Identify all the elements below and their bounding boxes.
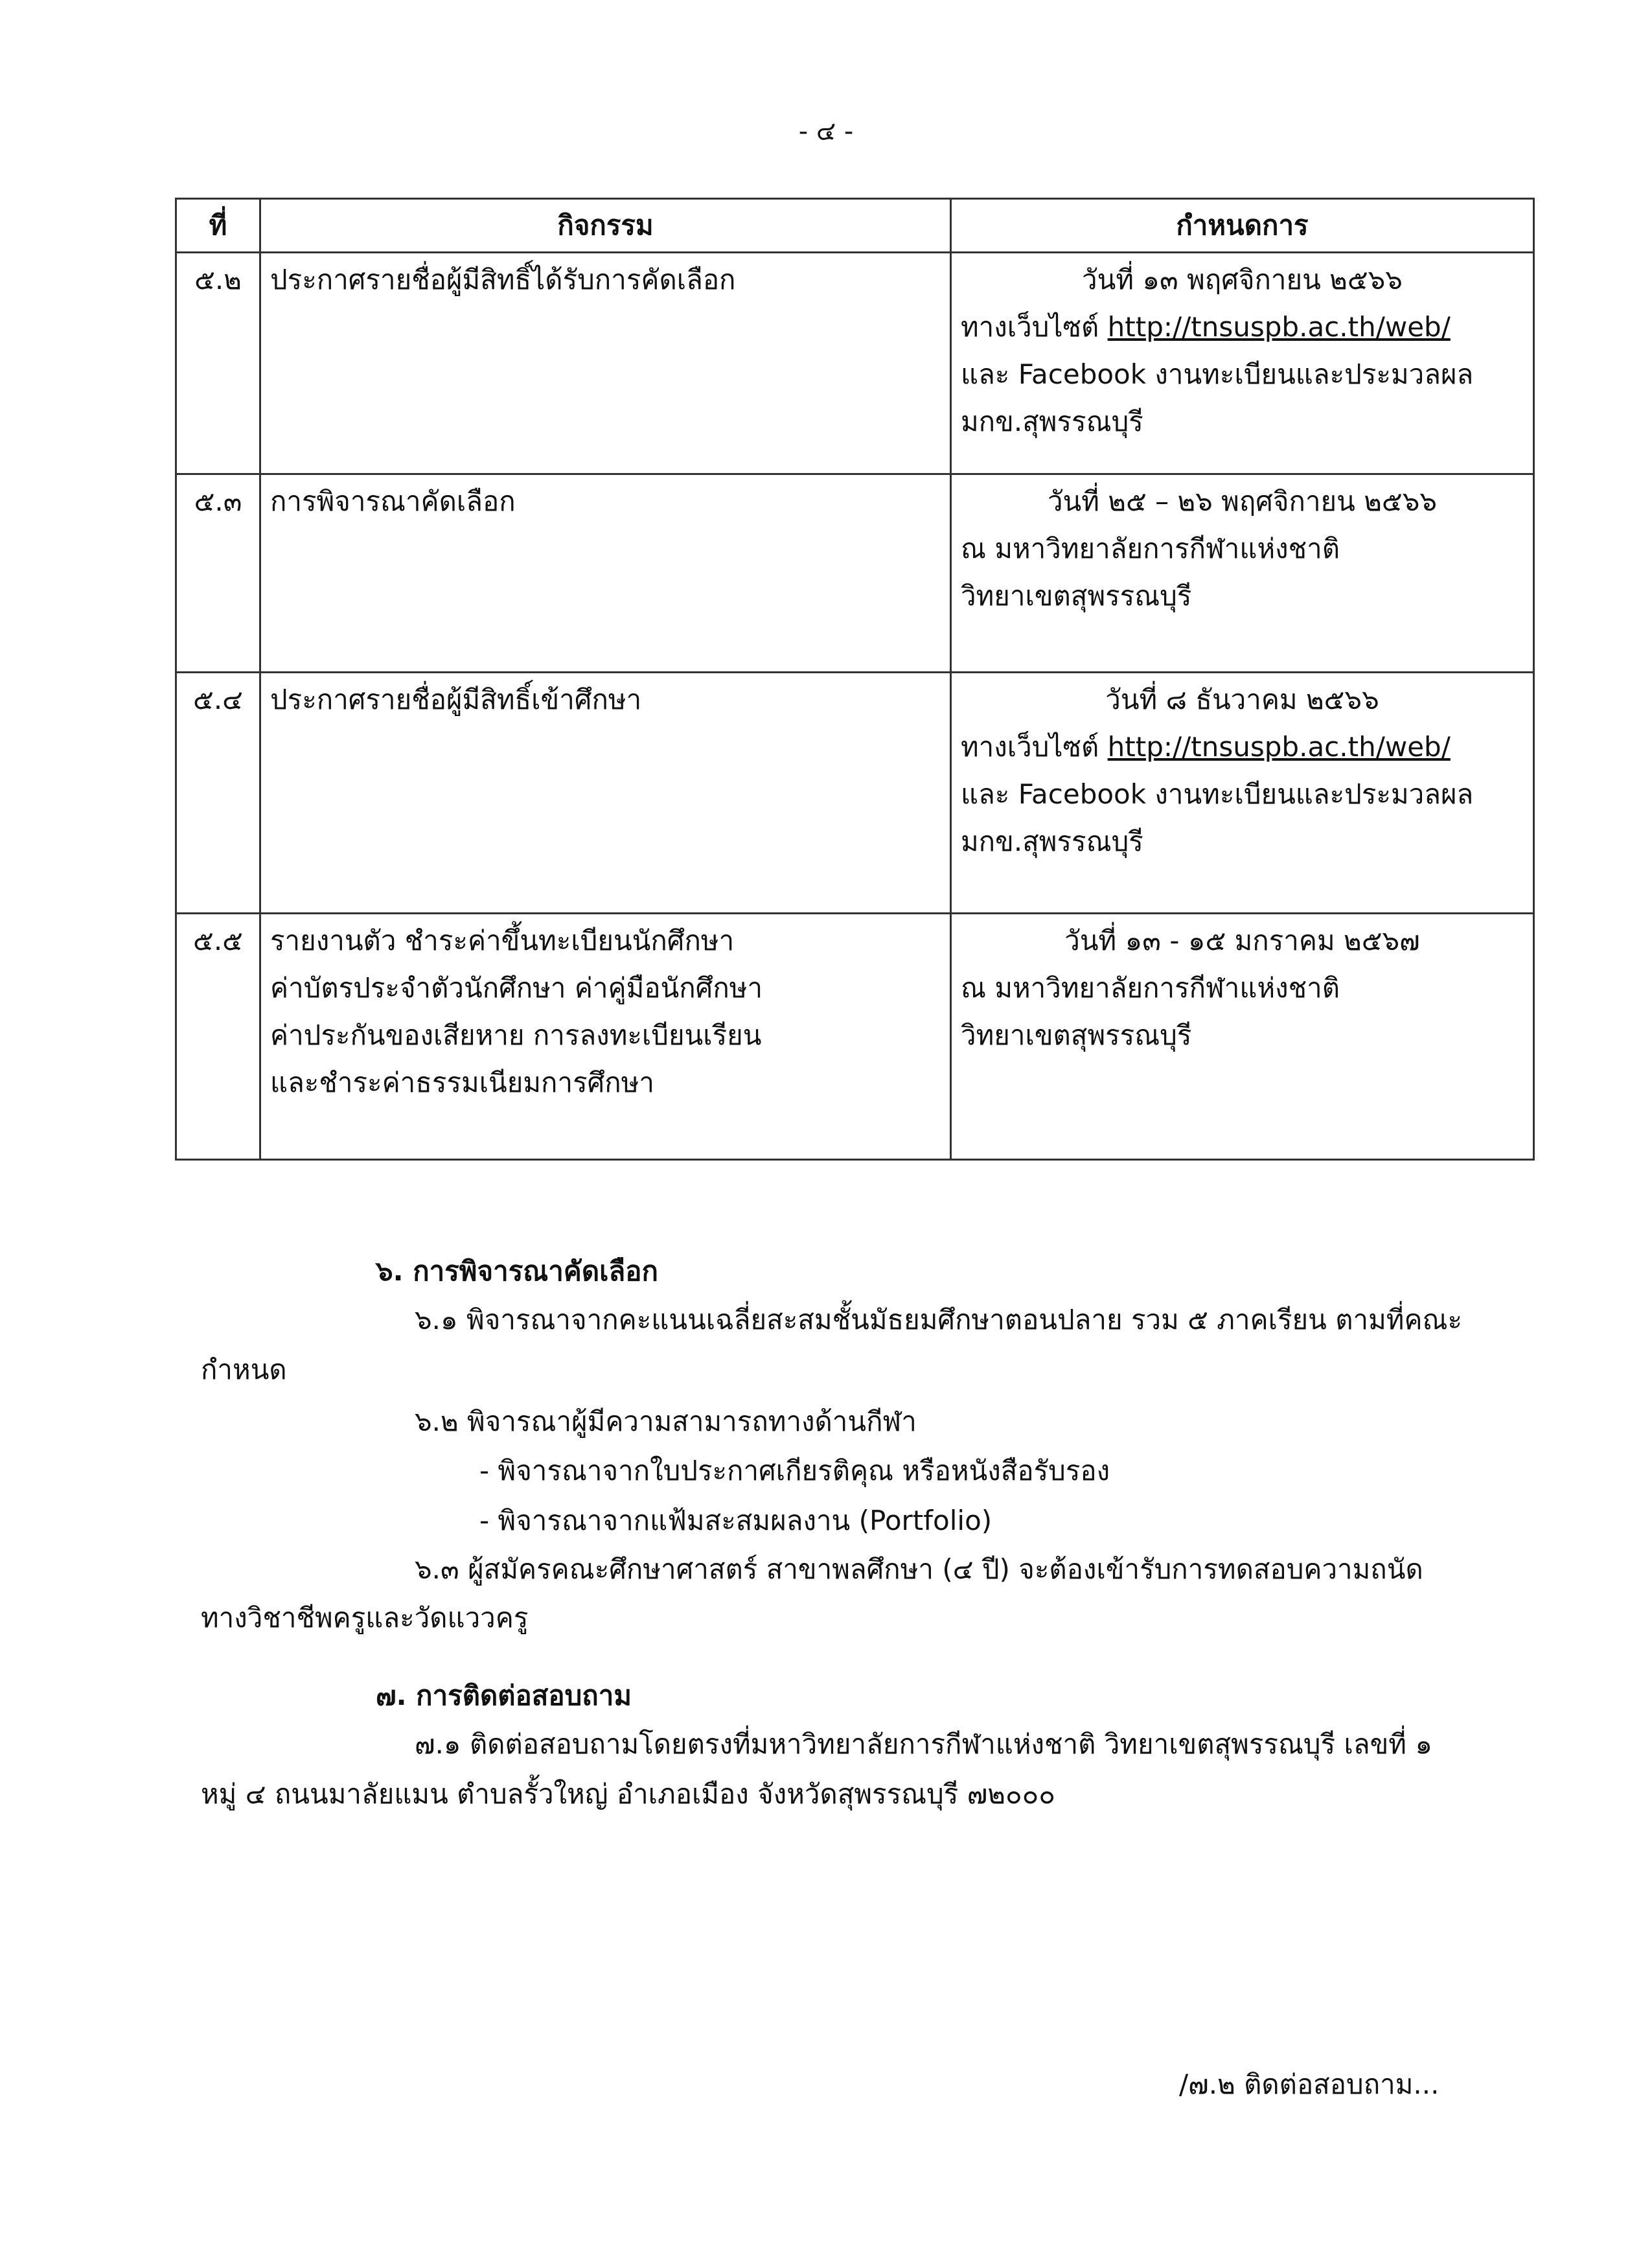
section6-heading: ๖. การพิจารณาคัดเลือก [376,1255,658,1287]
row-activity [260,914,951,1160]
table-row [176,253,1534,474]
section6-item2-sub2: - พิจารณาจากแฟ้มสะสมผลงาน (Portfolio) [479,1505,992,1536]
row-number: ๕.๔ [176,673,260,914]
row-number: ๕.๕ [176,914,260,1160]
section6-item2-sub1: - พิจารณาจากใบประกาศเกียรติคุณ หรือหนังสือรับรอง [479,1455,1110,1486]
row-schedule [951,673,1534,914]
table-row [176,914,1534,1160]
schedule-line [961,723,1524,770]
row-number: ๕.๒ [176,253,260,474]
schedule-line: มกข.สุพรรณบุรี [961,406,1143,437]
activity-line: รายงานตัว ชำระค่าขึ้นทะเบียนนักศึกษา [270,925,735,956]
activity-line: และชำระค่าธรรมเนียมการศึกษา [270,1067,654,1098]
schedule-table [175,198,1535,1161]
header-no: ที่ [176,199,260,253]
section6-item3-line2: ทางวิชาชีพครูและวัดแววครู [201,1602,529,1634]
schedule-date: วันที่ ๘ ธันวาคม ๒๕๖๖ [1105,684,1379,715]
activity-line: ประกาศรายชื่อผู้มีสิทธิ์เข้าศึกษา [270,684,642,715]
section6-item1-line2: กำหนด [201,1354,287,1385]
schedule-line: ณ มหาวิทยาลัยการกีฬาแห่งชาติ [961,972,1340,1004]
section6-item2: ๖.๒ พิจารณาผู้มีความสามารถทางด้านกีฬา [415,1405,917,1437]
section7-heading: ๗. การติดต่อสอบถาม [376,1680,632,1711]
row-activity [260,253,951,474]
table-row [176,673,1534,914]
page-number: - ๔ - [798,117,854,146]
row-schedule [951,914,1534,1160]
header-schedule: กำหนดการ [951,199,1534,253]
activity-line: ประกาศรายชื่อผู้มีสิทธิ์ได้รับการคัดเลือก [270,264,736,295]
table-row [176,474,1534,673]
schedule-line [961,303,1524,351]
activity-line: ค่าบัตรประจำตัวนักศึกษา ค่าคู่มือนักศึกษา [270,972,763,1004]
schedule-line: และ Facebook งานทะเบียนและประมวลผล [961,778,1474,810]
activity-line: การพิจารณาคัดเลือก [270,485,516,517]
footer-continuation: /๗.๒ ติดต่อสอบถาม... [1179,2068,1440,2100]
schedule-date: วันที่ ๑๓ - ๑๕ มกราคม ๒๕๖๗ [1064,925,1420,956]
header-activity: กิจกรรม [260,199,951,253]
row-schedule [951,474,1534,673]
row-activity [260,673,951,914]
schedule-line: มกข.สุพรรณบุรี [961,826,1143,857]
section7-item1-line1: ๗.๑ ติดต่อสอบถามโดยตรงที่มหาวิทยาลัยการกีฬาแห่งชาติ วิทยาเขตสุพรรณบุรี เลขที่ ๑ [415,1728,1433,1760]
row-number: ๕.๓ [176,474,260,673]
row-activity [260,474,951,673]
section6-item3-line1: ๖.๓ ผู้สมัครคณะศึกษาศาสตร์ สาขาพลศึกษา (๔ ปี) จะต้องเข้ารับการทดสอบความถนัด [415,1553,1423,1585]
section6-item1-line1: ๖.๑ พิจารณาจากคะแนนเฉลี่ยสะสมชั้นมัธยมศึกษาตอนปลาย รวม ๕ ภาคเรียน ตามที่คณะ [415,1304,1463,1335]
website-link[interactable]: http://tnsuspb.ac.th/web/ [1107,731,1451,763]
table-header-row [176,199,1534,253]
section7-item1-line2: หมู่ ๔ ถนนมาลัยแมน ตำบลรั้วใหญ่ อำเภอเมือง จังหวัดสุพรรณบุรี ๗๒๐๐๐ [201,1778,1055,1810]
schedule-date: วันที่ ๒๕ – ๒๖ พฤศจิกายน ๒๕๖๖ [1047,485,1438,517]
website-link[interactable]: http://tnsuspb.ac.th/web/ [1107,311,1451,343]
schedule-line: วิทยาเขตสุพรรณบุรี [961,1019,1192,1051]
schedule-line: ณ มหาวิทยาลัยการกีฬาแห่งชาติ [961,533,1340,564]
activity-line: ค่าประกันของเสียหาย การลงทะเบียนเรียน [270,1019,762,1051]
row-schedule [951,253,1534,474]
schedule-date: วันที่ ๑๓ พฤศจิกายน ๒๕๖๖ [1082,264,1403,295]
schedule-line-prefix: ทางเว็บไซต์ [961,731,1108,763]
schedule-line: วิทยาเขตสุพรรณบุรี [961,580,1192,612]
schedule-line-prefix: ทางเว็บไซต์ [961,311,1108,343]
schedule-line: และ Facebook งานทะเบียนและประมวลผล [961,358,1474,390]
